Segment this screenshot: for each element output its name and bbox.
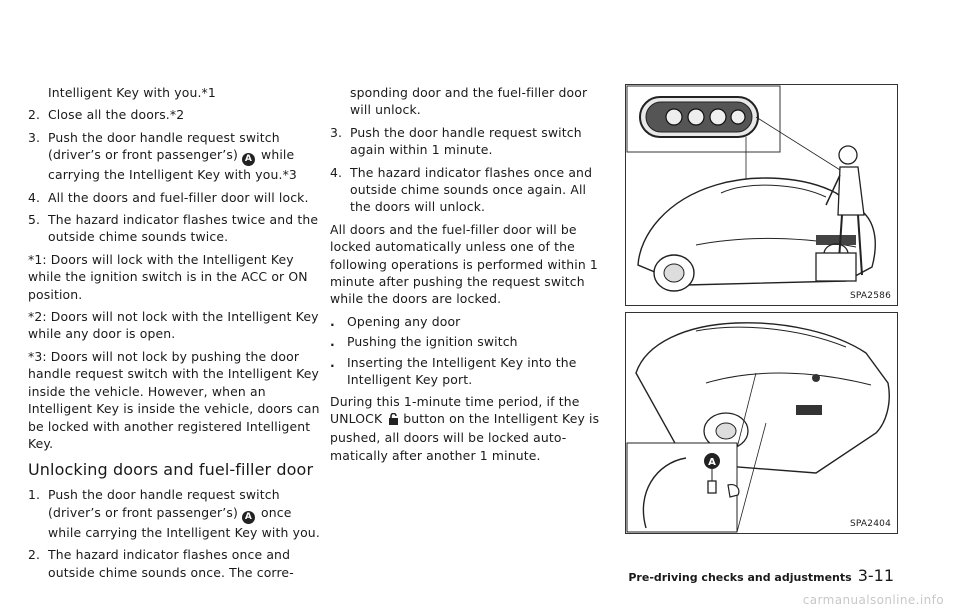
car-rear-door-handle-illustration — [626, 313, 897, 533]
bullet-item: . Pushing the ignition switch — [330, 334, 518, 350]
continued-line: Intelligent Key with you.*1 — [48, 85, 216, 100]
lock-step-3: 3. Push the door handle request switch (driver’s or front passenger’s) A while carrying the Intelligent Key with you.*3 — [28, 129, 297, 183]
bullet-item: . Inserting the Intelligent Key into the Intelligent Key port. — [330, 354, 577, 388]
bullet-item: . Opening any door — [330, 313, 461, 329]
section-title: Pre-driving checks and adjustments — [628, 571, 852, 584]
page-footer — [624, 566, 894, 585]
text-column-1 — [28, 84, 322, 586]
unlock-icon — [388, 412, 399, 429]
figure-key-fob-illustration — [625, 84, 898, 306]
unlock-step-4: 4. The hazard indicator flashes once and outside chime sounds once again. All the doors will unlock. — [330, 164, 593, 215]
unlock-button-paragraph: During this 1-minute time period, if the UNLOCK button on the Intelligent Key is pushed, all doors will be locked auto-matically after another 1 minute. — [330, 393, 600, 463]
footnote-1: *1: Doors will lock with the Intelligent Key while the ignition switch is in the ACC or ON position. — [28, 251, 308, 302]
lock-step-2: 2. Close all the doors.*2 — [28, 107, 185, 123]
lock-step-5: 5. The hazard indicator flashes twice and the outside chime sounds twice. — [28, 212, 319, 245]
continued-line: sponding door and the fuel-filler door will unlock. — [350, 85, 588, 118]
page-number: 3-11 — [857, 566, 894, 585]
figure-code-label: SPA2586 — [849, 291, 891, 301]
figure-door-handle-illustration — [625, 312, 898, 534]
callout-a-marker: A — [242, 153, 255, 166]
unlock-step-3: 3. Push the door handle request switch again within 1 minute. — [330, 124, 582, 158]
car-rear-with-person-illustration — [626, 85, 897, 305]
figure-code-label: SPA2404 — [849, 519, 891, 529]
unlock-step-1: 1. Push the door handle request switch (driver’s or front passenger’s) A once while carrying the Intelligent Key with you. — [28, 487, 320, 540]
unlock-step-2: 2. The hazard indicator flashes once and outside chime sounds once. The corre- — [28, 547, 294, 580]
auto-lock-paragraph: All doors and the fuel-filler door will be locked automatically unless one of the following operations is performed within 1 minute after pushing the request switch while the doors are locked. — [330, 221, 598, 307]
callout-a-label: A — [708, 457, 716, 468]
text-column-2 — [330, 84, 606, 469]
watermark: carmanualsonline.info — [802, 593, 944, 607]
callout-a-marker: A — [242, 511, 255, 524]
footnote-2: *2: Doors will not lock with the Intelligent Key while any door is open. — [28, 309, 319, 342]
section-heading: Unlocking doors and fuel-filler door — [28, 460, 314, 480]
footnote-3: *3: Doors will not lock by pushing the door handle request switch with the Intelligent Key inside the vehicle. However, when an Intelligent Key is inside the vehicle, doors can be locked with another registered Intelligent Key. — [28, 348, 320, 451]
lock-step-4: 4. All the doors and fuel-filler door will lock. — [28, 189, 309, 205]
